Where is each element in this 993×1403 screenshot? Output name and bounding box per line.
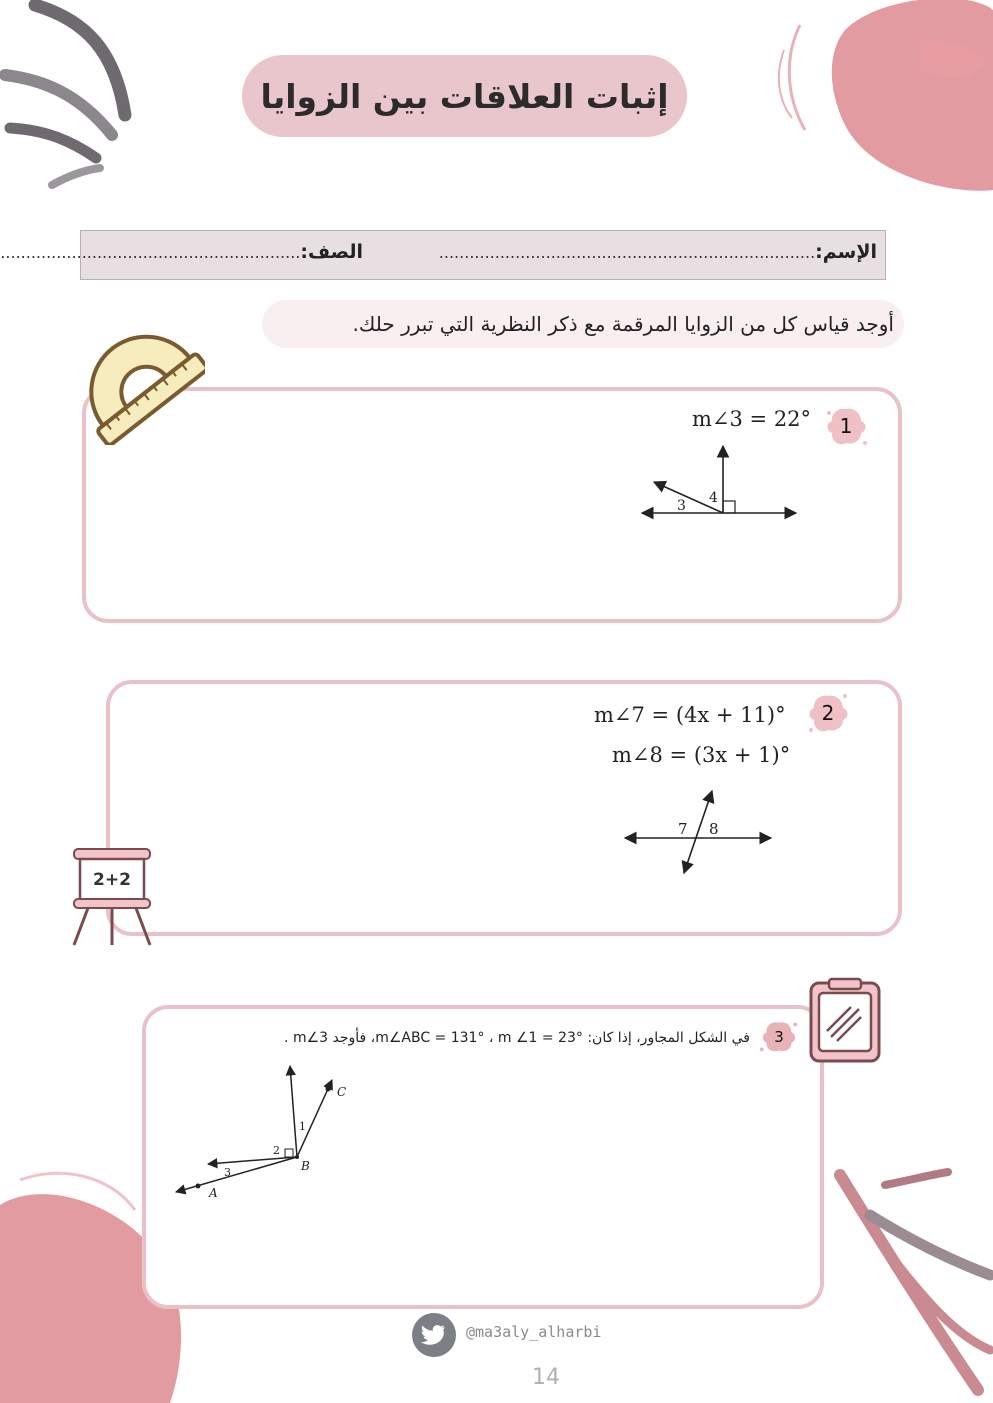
problem-2-badge bbox=[805, 690, 851, 736]
problem-2-given-2: m∠8 = (3x + 1)° bbox=[612, 743, 791, 767]
title-banner bbox=[242, 55, 687, 137]
angle-label-4: 4 bbox=[709, 490, 718, 506]
name-field bbox=[439, 241, 877, 263]
problem-2-figure bbox=[615, 785, 780, 880]
point-label-b: B bbox=[301, 1159, 310, 1173]
problem-3-statement: في الشكل المجاور، إذا كان: m∠ABC = 131° ، m ∠1 = 23°، فأوجد m∠3 . bbox=[284, 1030, 750, 1046]
class-label: الصف: bbox=[300, 241, 363, 263]
angle-label-8: 8 bbox=[709, 820, 719, 838]
problem-1-number: 1 bbox=[839, 414, 853, 438]
problem-3-figure bbox=[170, 1060, 360, 1205]
easel-icon bbox=[68, 845, 156, 950]
twitter-handle[interactable]: @ma3aly_alharbi bbox=[466, 1323, 602, 1341]
class-field bbox=[0, 241, 363, 263]
page-title: إثبات العلاقات بين الزوايا bbox=[260, 76, 669, 116]
easel-text: 2+2 bbox=[93, 870, 131, 890]
angle-label-3: 3 bbox=[677, 498, 686, 514]
student-info-bar bbox=[0, 230, 886, 280]
angle-label-1: 1 bbox=[299, 1120, 306, 1133]
problem-1-given: m∠3 = 22° bbox=[692, 407, 812, 431]
problem-3-badge bbox=[757, 1015, 801, 1059]
problem-2-number: 2 bbox=[821, 701, 835, 725]
top-right-blob-decor bbox=[770, 0, 993, 200]
problem-2-given-1: m∠7 = (4x + 11)° bbox=[594, 703, 786, 727]
problem-1-figure bbox=[630, 440, 810, 530]
angle-label-7: 7 bbox=[678, 820, 688, 838]
name-label: الإسم: bbox=[815, 241, 877, 263]
instruction-text: أوجد قياس كل من الزوايا المرقمة مع ذكر النظرية التي تبرر حلك. bbox=[352, 312, 894, 336]
protractor-icon bbox=[60, 305, 205, 445]
problem-1-badge bbox=[823, 403, 869, 449]
point-label-c: C bbox=[337, 1085, 347, 1099]
angle-label-3: 3 bbox=[224, 1166, 231, 1179]
instruction-banner bbox=[262, 300, 904, 348]
bottom-right-strokes-decor bbox=[830, 1160, 993, 1403]
clipboard-icon bbox=[805, 975, 887, 1067]
page-number: 14 bbox=[532, 1365, 560, 1390]
class-blank: ........................................................... bbox=[0, 243, 301, 262]
name-blank: .......................................................................... bbox=[438, 243, 816, 262]
top-left-strokes-decor bbox=[0, 0, 140, 200]
problem-3-number: 3 bbox=[774, 1028, 784, 1046]
twitter-icon bbox=[411, 1312, 457, 1358]
point-label-a: A bbox=[209, 1186, 218, 1200]
angle-label-2: 2 bbox=[273, 1144, 280, 1157]
